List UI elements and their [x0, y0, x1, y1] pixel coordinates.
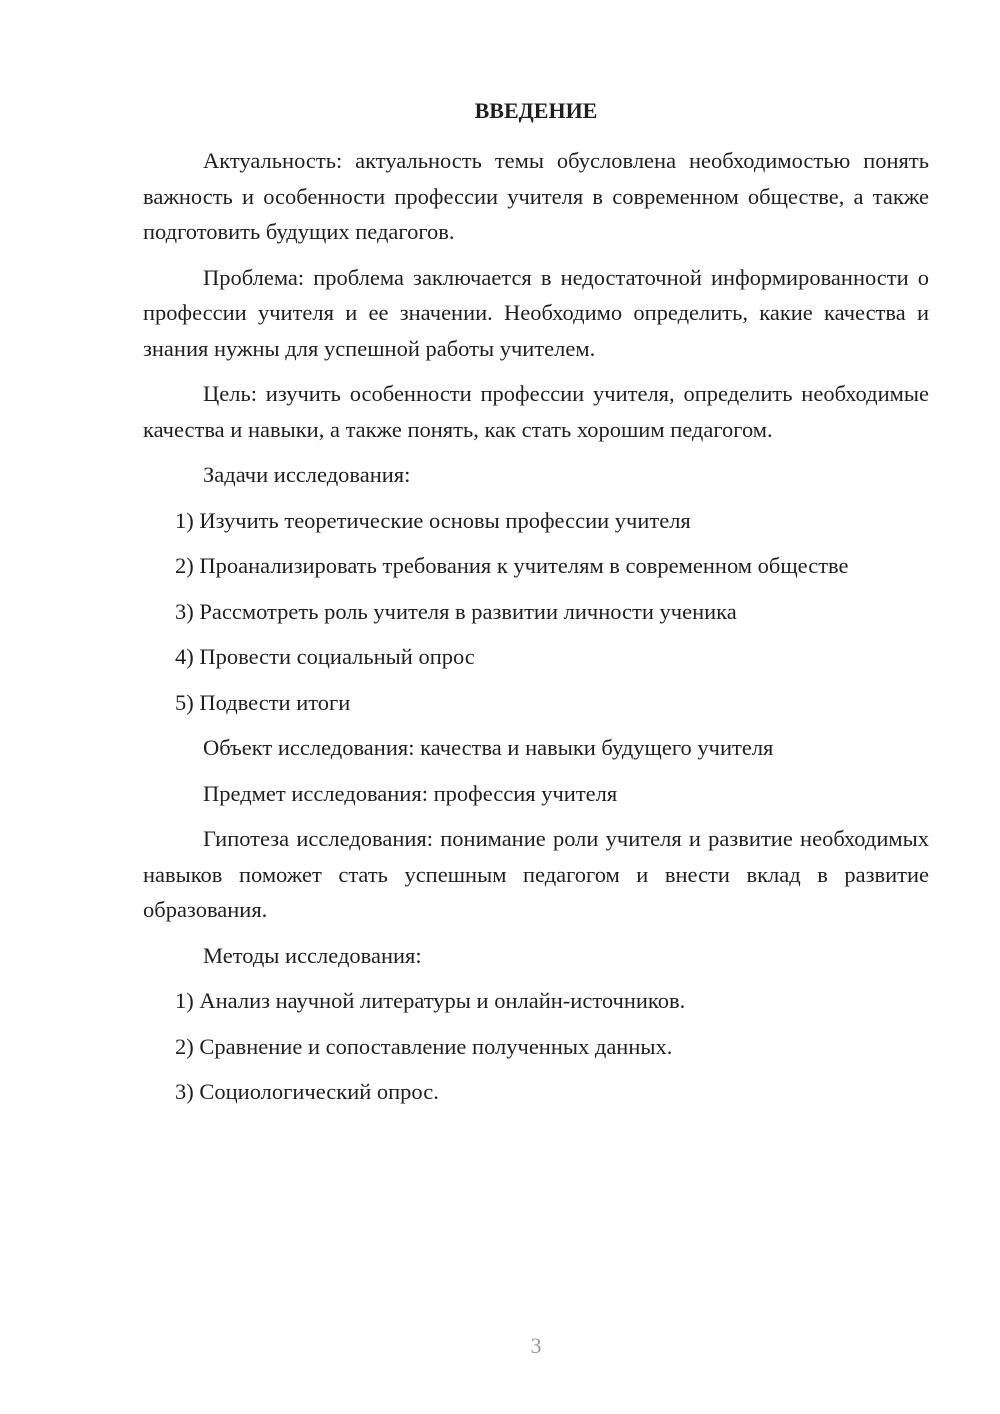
object-paragraph: Объект исследования: качества и навыки будущего учителя — [203, 735, 774, 760]
task-item: 4) Провести социальный опрос — [175, 644, 475, 669]
tasks-heading: Задачи исследования: — [203, 462, 411, 487]
actuality-paragraph: Актуальность: актуальность темы обусловлена необходимостью понять важность и особенности профессии учителя в современном обществе, а также подготовить будущих педагогов. — [143, 148, 929, 244]
task-item: 2) Проанализировать требования к учителям в современном обществе — [175, 553, 849, 578]
method-item: 1) Анализ научной литературы и онлайн-источников. — [175, 988, 686, 1013]
document-body — [143, 143, 929, 1120]
page-number: 3 — [530, 1333, 542, 1358]
hypothesis-paragraph: Гипотеза исследования: понимание роли учителя и развитие необходимых навыков поможет стать успешным педагогом и внести вклад в развитие образования. — [143, 826, 929, 922]
section-title: ВВЕДЕНИЕ — [474, 98, 598, 123]
goal-paragraph: Цель: изучить особенности профессии учителя, определить необходимые качества и навыки, а также понять, как стать хорошим педагогом. — [143, 381, 929, 442]
method-item: 3) Социологический опрос. — [175, 1079, 439, 1104]
task-item: 3) Рассмотреть роль учителя в развитии личности ученика — [175, 598, 737, 624]
task-item: 1) Изучить теоретические основы профессии учителя — [175, 507, 691, 533]
method-item: 2) Сравнение и сопоставление полученных данных. — [175, 1033, 673, 1059]
subject-paragraph: Предмет исследования: профессия учителя — [203, 780, 618, 806]
problem-paragraph: Проблема: проблема заключается в недостаточной информированности о профессии учителя и ее значении. Необходимо определить, какие качества и знания нужны для успешной работы учителем. — [143, 264, 929, 361]
methods-heading: Методы исследования: — [203, 942, 422, 968]
task-item: 5) Подвести итоги — [175, 689, 351, 715]
